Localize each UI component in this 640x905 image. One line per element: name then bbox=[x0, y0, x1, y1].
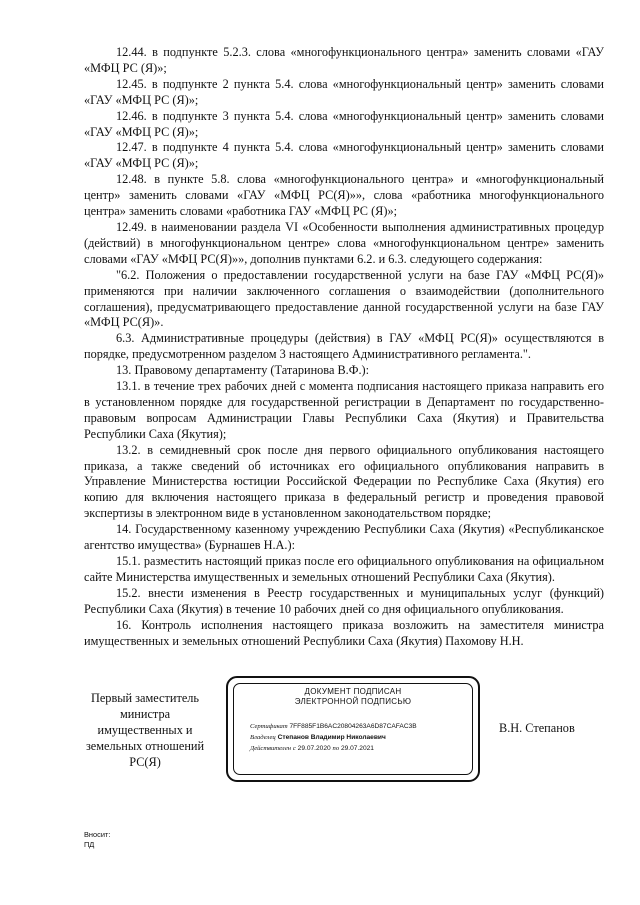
electronic-signature-stamp bbox=[226, 676, 480, 782]
stamp-heading-line2: ЭЛЕКТРОННОЙ ПОДПИСЬЮ bbox=[294, 697, 412, 706]
paragraph-6-2: "6.2. Положения о предоставлении государственной услуги на базе ГАУ «МФЦ РС(Я)» применяются при наличии заключенного соглашения о взаимодействии (дополнительного соглашения), предусматривающего предоставление данной государственной услуги на базе ГАУ «МФЦ РС(Я)». bbox=[84, 267, 604, 330]
submitted-by-footer bbox=[84, 830, 110, 849]
stamp-validity bbox=[250, 745, 374, 752]
paragraph-15-1: 15.1. разместить настоящий приказ после его официального опубликования на официальном сайте Министерства имущественных и земельных отношений Республики Саха (Якутия). bbox=[84, 554, 604, 584]
document-body bbox=[84, 45, 604, 649]
paragraph-12-46: 12.46. в подпункте 3 пункта 5.4. слова «многофункциональный центр» заменить словами «ГАУ «МФЦ РС (Я)»; bbox=[84, 108, 604, 139]
signatory-name: В.Н. Степанов bbox=[499, 721, 575, 735]
stamp-certificate bbox=[250, 723, 417, 730]
signatory-title-line: имущественных и bbox=[97, 722, 193, 737]
paragraph-12-49: 12.49. в наименовании раздела VI «Особенности выполнения административных процедур (действий) в многофункциональном центре» слова «многофункциональном центре» заменить словами «ГАУ «МФЦ РС(Я)»», дополнив пунктами 6.2. и 6.3. следующего содержания: bbox=[84, 219, 604, 266]
stamp-certificate-label: Сертификат bbox=[250, 723, 288, 730]
stamp-valid-label: Действителен bbox=[250, 745, 292, 752]
paragraph-6-3: 6.3. Административные процедуры (действия) в ГАУ «МФЦ РС(Я)» осуществляются в порядке, предусмотренном разделом 3 настоящего Административного регламента.". bbox=[84, 331, 604, 362]
paragraph-13-1: 13.1. в течение трех рабочих дней с момента подписания настоящего приказа направить его в установленном порядке для государственной регистрации в Департамент по государственно-правовым вопросам Администрации Главы Республики Саха (Якутия) и Правительства Республики Саха (Якутия); bbox=[84, 379, 604, 441]
stamp-heading-line1: ДОКУМЕНТ ПОДПИСАН bbox=[304, 687, 402, 696]
stamp-valid-from: 29.07.2020 bbox=[297, 745, 331, 752]
signatory-title-line: Первый заместитель bbox=[90, 691, 200, 705]
paragraph-14: 14. Государственному казенному учреждению Республики Саха (Якутия) «Республиканское агентство имущества» (Бурнашев Н.А.): bbox=[84, 522, 604, 553]
signatory-title-line: РС(Я) bbox=[129, 754, 161, 769]
paragraph-15-2: 15.2. внести изменения в Реестр государственных и муниципальных услуг (функций) Республики Саха (Якутия) в течение 10 рабочих дней со дня официального опубликования. bbox=[84, 585, 604, 616]
signatory-title-line: министра bbox=[119, 706, 171, 721]
paragraph-13: 13. Правовому департаменту (Татаринова В.Ф.): bbox=[116, 363, 370, 378]
paragraph-12-48: 12.48. в пункте 5.8. слова «многофункционального центра» и «многофункциональный центр» заменить словами «ГАУ «МФЦ РС(Я)»», слова «работника многофункционального центра» заменить словами «работника ГАУ «МФЦ РС (Я)»; bbox=[84, 172, 604, 219]
stamp-heading bbox=[228, 687, 478, 707]
stamp-valid-from-prefix: с bbox=[292, 745, 296, 752]
submitted-by-label: Вносит: bbox=[84, 830, 111, 839]
stamp-valid-to: 29.07.2021 bbox=[340, 745, 374, 752]
submitted-by-value: ПД bbox=[84, 839, 95, 849]
signatory-title bbox=[84, 691, 206, 771]
stamp-valid-to-prefix: по bbox=[332, 745, 340, 752]
stamp-certificate-value: 7FF885F1B6AC20804263A6D87CAFAC3B bbox=[289, 723, 417, 730]
paragraph-16: 16. Контроль исполнения настоящего приказа возложить на заместителя министра имущественных и земельных отношений Республики Саха (Якутия) Пахомову Н.Н. bbox=[84, 617, 604, 648]
paragraph-12-47: 12.47. в подпункте 4 пункта 5.4. слова «многофункциональный центр» заменить словами «ГАУ «МФЦ РС (Я)»; bbox=[84, 140, 604, 171]
stamp-owner bbox=[250, 734, 386, 741]
paragraph-12-44: 12.44. в подпункте 5.2.3. слова «многофункционального центра» заменить словами «ГАУ «МФЦ РС (Я)»; bbox=[84, 45, 604, 75]
signatory-title-line: земельных отношений bbox=[85, 738, 205, 753]
stamp-owner-label: Владелец bbox=[250, 734, 276, 741]
paragraph-13-2: 13.2. в семидневный срок после дня первого официального опубликования настоящего приказа, а также сведений об источниках его официального опубликования направить в Управление Министерства юстиции Российской Федерации по Республике Саха (Якутия) его копию для включения настоящего приказа в федеральный регистр и проведения правовой экспертизы в электронном виде в установленном законодательством порядке; bbox=[84, 442, 604, 521]
stamp-owner-value: Степанов Владимир Николаевич bbox=[277, 734, 386, 741]
paragraph-12-45: 12.45. в подпункте 2 пункта 5.4. слова «многофункциональный центр» заменить словами «ГАУ «МФЦ РС (Я)»; bbox=[84, 76, 604, 107]
